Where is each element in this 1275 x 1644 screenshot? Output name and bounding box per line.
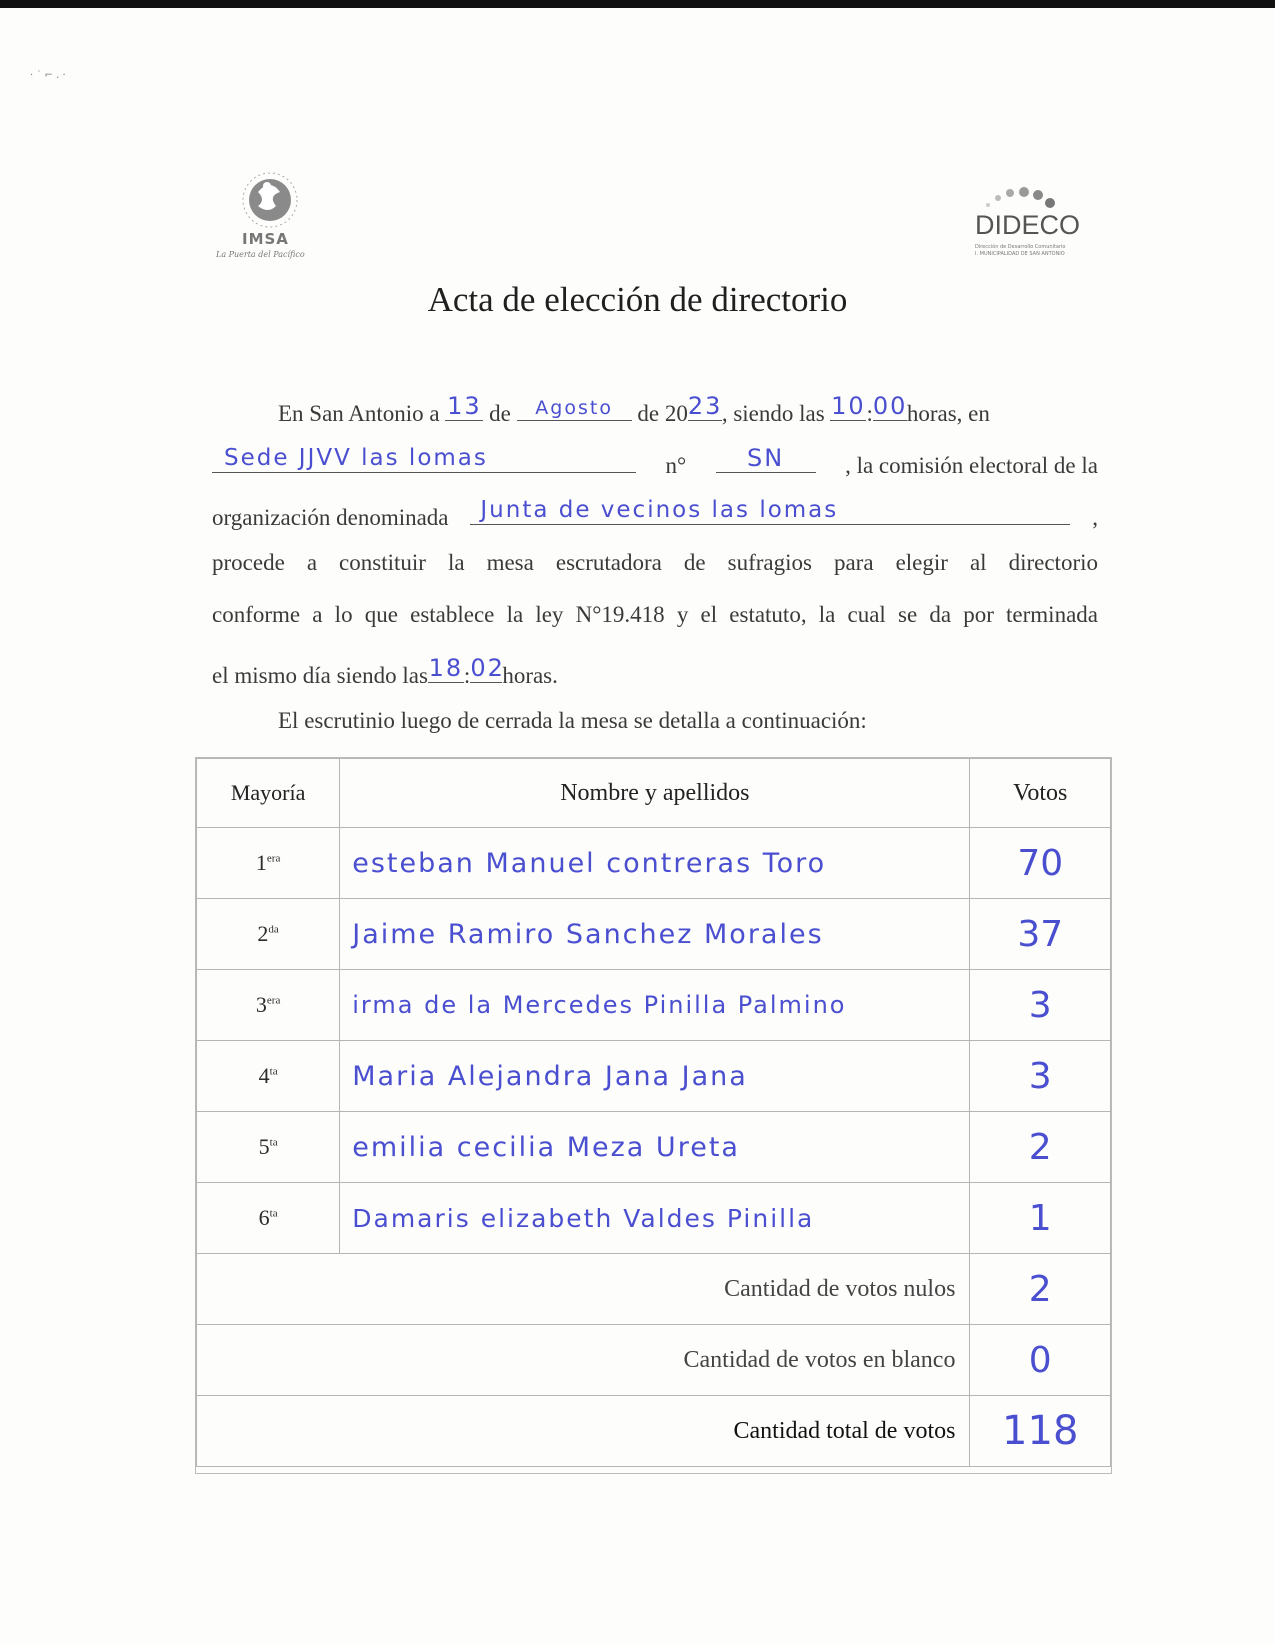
header-mayoria: Mayoría	[197, 759, 340, 828]
blank-votes-value: 0	[970, 1325, 1111, 1396]
month-value: Agosto	[535, 397, 613, 419]
candidate-votes: 1	[970, 1183, 1111, 1254]
end-hour-field	[428, 656, 464, 683]
summary-row-blanco	[197, 1325, 1111, 1396]
dideco-logo-text: DIDECO	[975, 210, 1081, 240]
header-nombre: Nombre y apellidos	[340, 759, 970, 828]
text: organización denominada	[212, 505, 449, 530]
candidate-votes: 3	[970, 970, 1111, 1041]
candidate-votes: 70	[970, 828, 1111, 899]
rank-cell	[197, 1112, 340, 1183]
month-field	[517, 394, 632, 421]
text: el mismo día siendo las	[212, 663, 428, 688]
rank-cell	[197, 1041, 340, 1112]
text: :	[866, 401, 873, 426]
acta-line-5: conforme a lo que establece la ley N°19.418 y el estatuto, la cual se da por terminada	[212, 602, 1098, 627]
rank-cell	[197, 970, 340, 1041]
imsa-logo-text: IMSA	[242, 230, 289, 248]
start-min-field	[873, 394, 907, 421]
rank-number: 2	[257, 921, 269, 946]
blank-votes-label: Cantidad de votos en blanco	[197, 1325, 970, 1396]
text: , la comisión electoral de la	[845, 453, 1098, 478]
rank-number: 1	[255, 850, 267, 875]
rank-suffix: ta	[269, 1136, 278, 1149]
organization-value: Junta de vecinos las lomas	[480, 497, 839, 523]
summary-row-total	[197, 1396, 1111, 1467]
results-table	[196, 758, 1111, 1467]
start-min-value: 00	[872, 392, 908, 420]
candidate-name: Damaris elizabeth Valdes Pinilla	[340, 1183, 970, 1254]
document-title: Acta de elección de directorio	[427, 280, 848, 319]
start-hour-field	[830, 394, 866, 421]
end-min-value: 02	[470, 654, 505, 682]
place-field	[212, 446, 636, 473]
year-field	[688, 394, 722, 421]
table-row	[197, 1183, 1111, 1254]
dideco-logo-municipality: I. MUNICIPALIDAD DE SAN ANTONIO	[975, 251, 1065, 257]
rank-number: 6	[258, 1205, 270, 1230]
text: horas.	[502, 663, 558, 688]
total-votes-label: Cantidad total de votos	[197, 1396, 970, 1467]
end-hour-value: 18	[428, 654, 464, 682]
total-votes-value: 118	[970, 1396, 1111, 1467]
text: En San Antonio a	[278, 401, 440, 426]
candidate-name: esteban Manuel contreras Toro	[340, 828, 970, 899]
summary-row-nulos	[197, 1254, 1111, 1325]
acta-line-4: procede a constituir la mesa escrutadora de sufragios para elegir al directorio	[212, 550, 1098, 575]
day-field	[445, 394, 483, 421]
rank-suffix: ta	[269, 1065, 278, 1078]
organization-field	[470, 498, 1070, 525]
candidate-votes: 2	[970, 1112, 1111, 1183]
text: de	[489, 401, 511, 426]
start-hour-value: 10	[831, 392, 866, 420]
table-intro: El escrutinio luego de cerrada la mesa se detalla a continuación:	[278, 708, 867, 733]
end-min-field	[470, 654, 505, 683]
text: :	[463, 663, 471, 688]
text: n°	[665, 453, 687, 478]
rank-number: 4	[258, 1063, 270, 1088]
header-votos: Votos	[970, 759, 1111, 828]
rank-cell	[197, 899, 340, 970]
rank-suffix: ta	[269, 1207, 278, 1220]
candidate-votes: 37	[970, 899, 1111, 970]
table-row	[197, 1041, 1111, 1112]
candidate-votes: 3	[970, 1041, 1111, 1112]
rank-number: 5	[258, 1134, 270, 1159]
scan-top-edge	[0, 0, 1275, 8]
table-row	[197, 828, 1111, 899]
candidate-name: emilia cecilia Meza Ureta	[340, 1112, 970, 1183]
text: de 20	[637, 401, 688, 426]
candidate-name: Jaime Ramiro Sanchez Morales	[340, 899, 970, 970]
scan-speck: · ˙ ⌐ . ·	[30, 70, 66, 81]
imsa-logo-tagline: La Puerta del Pacífico	[216, 250, 305, 259]
text: horas, en	[906, 401, 990, 426]
acta-line-6	[212, 656, 1098, 687]
acta-line-1	[212, 394, 1098, 425]
rank-suffix: era	[266, 852, 281, 865]
table-row	[197, 1112, 1111, 1183]
rank-cell	[197, 828, 340, 899]
dideco-dots-icon	[980, 183, 1070, 213]
acta-line-3	[212, 498, 1098, 529]
dideco-logo-subtitle: Dirección de Desarrollo Comunitario	[975, 244, 1066, 250]
acta-line-2	[212, 446, 1098, 477]
day-value: 13	[447, 392, 482, 420]
rank-suffix: era	[266, 994, 281, 1007]
imsa-logo	[210, 170, 330, 270]
null-votes-label: Cantidad de votos nulos	[197, 1254, 970, 1325]
dideco-logo	[975, 183, 1095, 263]
year-value: 23	[687, 392, 723, 420]
rank-cell	[197, 1183, 340, 1254]
candidate-name: Maria Alejandra Jana Jana	[340, 1041, 970, 1112]
table-header-row	[197, 759, 1111, 828]
text: , siendo las	[721, 401, 825, 426]
candidate-name: irma de la Mercedes Pinilla Palmino	[340, 970, 970, 1041]
rank-suffix: da	[268, 923, 279, 936]
text: ,	[1092, 505, 1098, 530]
rank-number: 3	[255, 992, 267, 1017]
number-field	[716, 446, 816, 473]
place-value: Sede JJVV las lomas	[224, 445, 488, 471]
table-row	[197, 899, 1111, 970]
null-votes-value: 2	[970, 1254, 1111, 1325]
table-row	[197, 970, 1111, 1041]
results-table-frame	[195, 757, 1112, 1474]
number-value: SN	[747, 444, 785, 472]
